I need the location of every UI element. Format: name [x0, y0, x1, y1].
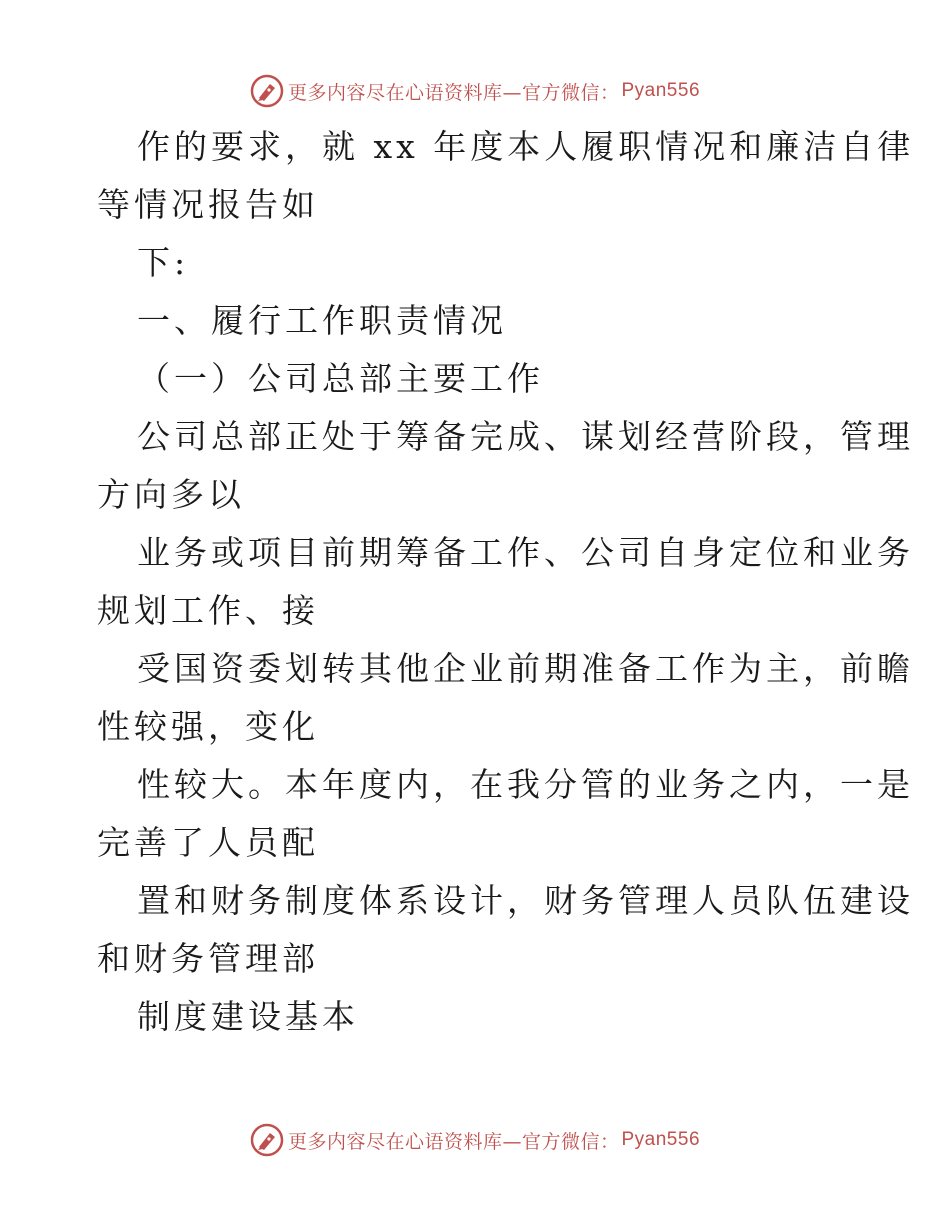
paragraph-line: 性较大。本年度内，在我分管的业务之内，一是 [137, 765, 914, 804]
watermark-wechat-id: Pyan556 [621, 1129, 701, 1150]
watermark-text: 更多内容尽在心语资料库—官方微信： [287, 1130, 620, 1153]
paragraph-line: 性较强，变化 [97, 707, 319, 746]
watermark-wechat-id: Pyan556 [621, 80, 701, 101]
paragraph-line: 等情况报告如 [97, 185, 319, 224]
section-heading: 一、履行工作职责情况 [137, 301, 507, 340]
paragraph-line: 完善了人员配 [97, 823, 319, 862]
paragraph-line: 置和财务制度体系设计，财务管理人员队伍建设 [137, 881, 914, 920]
paragraph-line: 制度建设基本 [137, 997, 359, 1036]
subsection-heading: （一）公司总部主要工作 [137, 359, 544, 398]
watermark-text: 更多内容尽在心语资料库—官方微信： [287, 81, 620, 104]
header-watermark [0, 74, 950, 108]
paragraph-line: 作的要求，就 xx 年度本人履职情况和廉洁自律 [137, 127, 915, 166]
paragraph-line: 规划工作、接 [97, 591, 319, 630]
paragraph-line: 公司总部正处于筹备完成、谋划经营阶段，管理 [137, 417, 914, 456]
pen-nib-logo-icon [250, 74, 284, 108]
paragraph-line: 业务或项目前期筹备工作、公司自身定位和业务 [137, 533, 914, 572]
paragraph-line: 和财务管理部 [97, 939, 319, 978]
document-body [97, 118, 915, 1046]
pen-nib-logo-icon [250, 1123, 284, 1157]
paragraph-line: 受国资委划转其他企业前期准备工作为主，前瞻 [137, 649, 914, 688]
footer-watermark [0, 1123, 950, 1157]
paragraph-line: 下: [137, 243, 190, 282]
paragraph-line: 方向多以 [97, 475, 245, 514]
